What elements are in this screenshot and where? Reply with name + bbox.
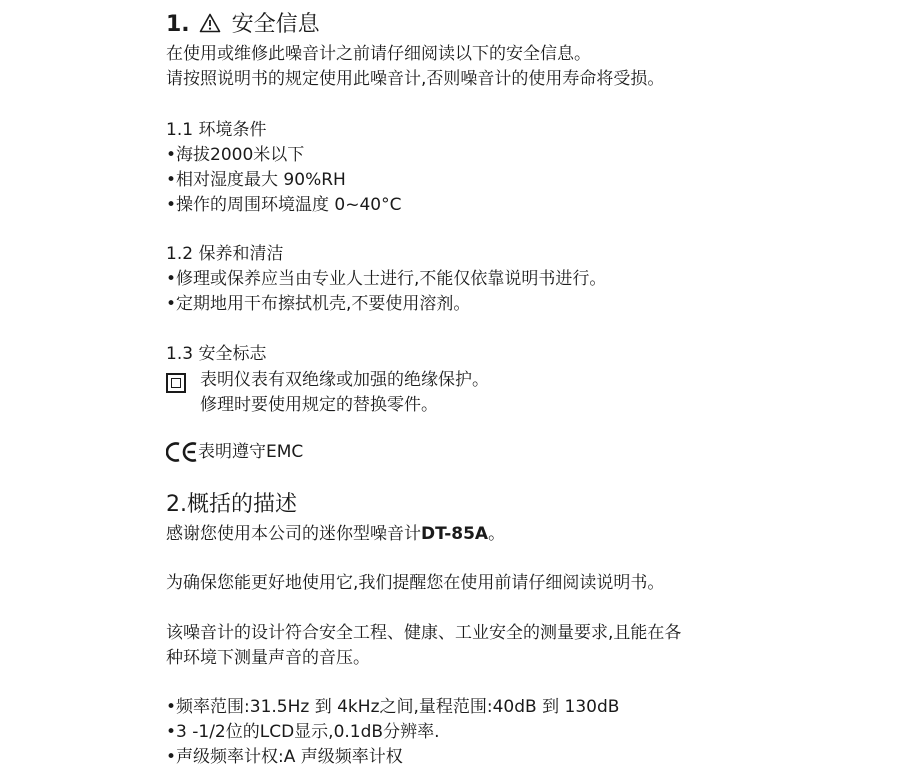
safety-intro-line-2: 请按照说明书的规定使用此噪音计,否则噪音计的使用寿命将受损。: [166, 69, 665, 89]
intro-end: 。: [488, 524, 506, 544]
safety-sign-line-2: 修理时要使用规定的替换零件。: [200, 395, 438, 415]
double-insulation-icon: [166, 373, 186, 393]
maintenance-item-1: •修理或保养应当由专业人士进行,不能仅依靠说明书进行。: [166, 269, 607, 289]
subsection-1-2-heading: 1.2 保养和清洁: [166, 244, 284, 264]
description-paragraph-3-line-1: 该噪音计的设计符合安全工程、健康、工业安全的测量要求,且能在各: [166, 623, 682, 643]
warning-triangle-icon: [199, 13, 221, 33]
description-paragraph-3-line-2: 种环境下测量声音的音压。: [166, 648, 370, 668]
intro-text: 感谢您使用本公司的迷你型噪音计: [166, 524, 421, 544]
model-name: DT-85A: [421, 524, 489, 544]
section-1-heading: [166, 10, 320, 40]
section-1-title: 安全信息: [231, 12, 320, 37]
section-1-number: 1.: [166, 12, 190, 37]
environment-item-temperature: •操作的周围环境温度 0~40°C: [166, 195, 402, 215]
ce-text: 表明遵守EMC: [198, 442, 304, 462]
description-intro: [166, 522, 505, 547]
section-2-title: 2.概括的描述: [166, 492, 297, 517]
environment-item-humidity: •相对湿度最大 90%RH: [166, 170, 346, 190]
subsection-1-1-heading: 1.1 环境条件: [166, 120, 267, 140]
safety-intro-line-1: 在使用或维修此噪音计之前请仔细阅读以下的安全信息。: [166, 44, 591, 64]
subsection-1-3-heading: 1.3 安全标志: [166, 344, 267, 364]
environment-item-altitude: •海拔2000米以下: [166, 145, 305, 165]
spec-item-weighting: •声级频率计权:A 声级频率计权: [166, 747, 403, 767]
description-paragraph-2: 为确保您能更好地使用它,我们提醒您在使用前请仔细阅读说明书。: [166, 573, 665, 593]
spec-item-range: •频率范围:31.5Hz 到 4kHz之间,量程范围:40dB 到 130dB: [166, 697, 620, 717]
safety-sign-line-1: 表明仪表有双绝缘或加强的绝缘保护。: [200, 370, 489, 390]
section-2-heading: [166, 490, 297, 520]
ce-mark-icon: [166, 441, 200, 463]
maintenance-item-2: •定期地用干布擦拭机壳,不要使用溶剂。: [166, 294, 471, 314]
spec-item-display: •3 -1/2位的LCD显示,0.1dB分辨率.: [166, 722, 440, 742]
